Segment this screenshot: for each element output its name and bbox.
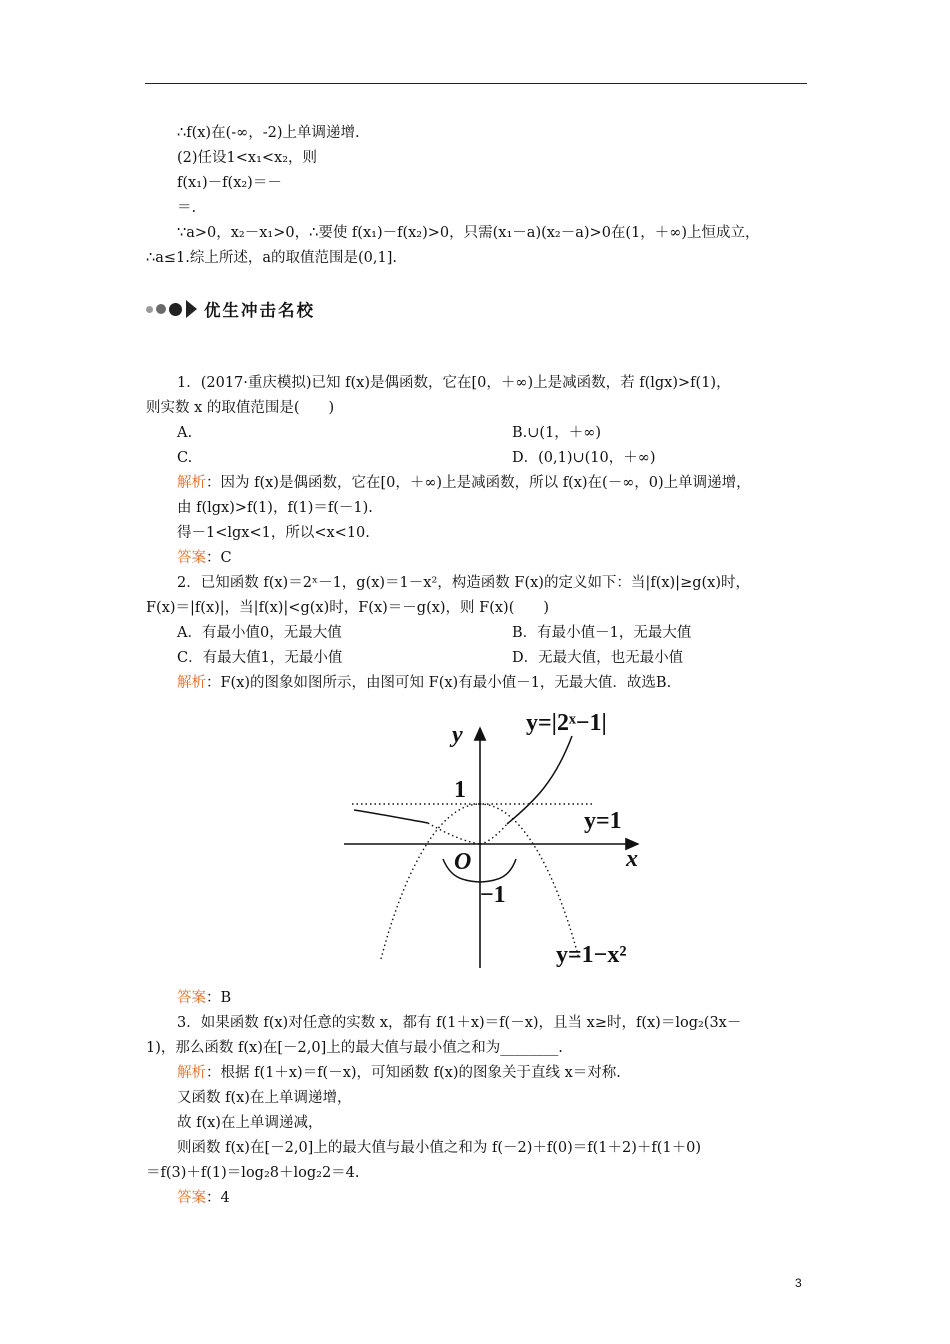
question-3-analysis: 则函数 f(x)在[－2,0]上的最大值与最小值之和为 f(－2)＋f(0)＝f(1＋2)＋f(1＋0) xyxy=(177,1140,702,1156)
x-axis-label: x xyxy=(626,846,638,872)
question-1-option-b: B.∪(1，＋∞) xyxy=(512,425,602,441)
tick-label-1: 1 xyxy=(454,777,466,803)
question-2-option-c: C．有最大值1，无最小值 xyxy=(177,650,343,666)
analysis-label: 解析 xyxy=(177,475,206,491)
y-axis-label: y xyxy=(452,722,463,748)
tick-label-neg1: −1 xyxy=(480,882,506,908)
question-1-option-d: D．(0,1)∪(10，＋∞) xyxy=(512,450,656,466)
question-2-stem: 2．已知函数 f(x)＝2ˣ－1，g(x)＝1－x²，构造函数 F(x)的定义如下：当|f(x)|≥g(x)时， xyxy=(177,575,750,591)
origin-label: O xyxy=(454,849,472,875)
F-curve-right xyxy=(507,736,572,824)
question-2-option-b: B．有最小值－1，无最大值 xyxy=(512,625,692,641)
answer-label: 答案 xyxy=(177,990,206,1006)
question-3-analysis: ＝f(3)＋f(1)＝log₂8＋log₂2＝4. xyxy=(146,1165,360,1181)
question-3-answer xyxy=(177,1188,230,1208)
page-number: 3 xyxy=(795,1276,802,1290)
question-1-analysis xyxy=(177,473,751,493)
analysis-text: ：F(x)的图象如图所示，由图可知 F(x)有最小值－1，无最大值．故选B. xyxy=(206,675,672,691)
question-3-analysis: 又函数 f(x)在上单调递增， xyxy=(177,1090,352,1106)
analysis-label: 解析 xyxy=(177,1065,206,1081)
question-2-option-a: A．有最小值0，无最大值 xyxy=(177,625,342,641)
answer-text: ：C xyxy=(206,550,232,566)
question-1-option-a: A. xyxy=(177,425,193,441)
dot-icon xyxy=(156,304,166,314)
question-3-stem: 1)，那么函数 f(x)在[－2,0]上的最大值与最小值之和为________. xyxy=(146,1040,563,1056)
analysis-text: ：因为 f(x)是偶函数，它在[0，＋∞)上是减函数，所以 f(x)在(－∞，0)上单调递增， xyxy=(206,475,751,491)
text-line: ∵a>0，x₂－x₁>0，∴要使 f(x₁)－f(x₂)>0，只需(x₁－a)(x₂－a)>0在(1，＋∞)上恒成立， xyxy=(177,225,760,241)
question-3-analysis xyxy=(177,1063,621,1083)
abs-exp-dotted-curve xyxy=(480,824,507,844)
analysis-label: 解析 xyxy=(177,675,206,691)
text-line: (2)任设1<x₁<x₂，则 xyxy=(177,150,318,166)
dot-icon xyxy=(169,303,182,316)
arrow-right-icon xyxy=(186,300,197,318)
question-1-stem: 1．(2017·重庆模拟)已知 f(x)是偶函数，它在[0，＋∞)上是减函数，若 f(lgx)>f(1)， xyxy=(177,375,731,391)
question-1-answer xyxy=(177,548,232,568)
question-2-option-d: D．无最大值，也无最小值 xyxy=(512,650,684,666)
text-line: f(x₁)－f(x₂)＝－ xyxy=(177,175,282,191)
question-3-stem: 3．如果函数 f(x)对任意的实数 x，都有 f(1＋x)＝f(－x)，且当 x≥时，f(x)＝log₂(3x－ xyxy=(177,1015,742,1031)
curve-label-g: y=1−x² xyxy=(556,942,627,968)
text-line: ∴f(x)在(-∞，-2)上单调递增. xyxy=(177,125,360,141)
answer-label: 答案 xyxy=(177,550,206,566)
section-title: 优生冲击名校 xyxy=(204,301,315,320)
question-2-answer xyxy=(177,988,231,1008)
text-line: ∴a≤1.综上所述，a的取值范围是(0,1]. xyxy=(146,250,397,266)
section-banner xyxy=(146,297,315,321)
question-2-stem: F(x)＝|f(x)|，当|f(x)|<g(x)时，F(x)＝－g(x)，则 F(x)( ) xyxy=(146,600,550,616)
curve-label-f: y=|2ˣ−1| xyxy=(526,710,607,736)
F-curve-left xyxy=(354,810,428,823)
analysis-text: ：根据 f(1＋x)＝f(－x)，可知函数 f(x)的图象关于直线 x＝对称. xyxy=(206,1065,621,1081)
question-2-analysis xyxy=(177,673,671,693)
question-1-option-c: C. xyxy=(177,450,193,466)
header-rule xyxy=(145,83,807,84)
answer-text: ：B xyxy=(206,990,232,1006)
question-1-stem: 则实数 x 的取值范围是( ) xyxy=(146,400,335,416)
dot-icon xyxy=(146,306,153,313)
function-graph xyxy=(340,706,670,976)
answer-text: ：4 xyxy=(206,1190,230,1206)
answer-label: 答案 xyxy=(177,1190,206,1206)
question-1-analysis: 由 f(lgx)>f(1)，f(1)＝f(－1). xyxy=(177,500,373,516)
text-line: ＝. xyxy=(177,200,197,216)
question-3-analysis: 故 f(x)在上单调递减， xyxy=(177,1115,323,1131)
curve-label-y1: y=1 xyxy=(584,808,622,834)
abs-exp-dotted-curve xyxy=(428,823,480,844)
question-1-analysis: 得－1<lgx<1，所以<x<10. xyxy=(177,525,370,541)
